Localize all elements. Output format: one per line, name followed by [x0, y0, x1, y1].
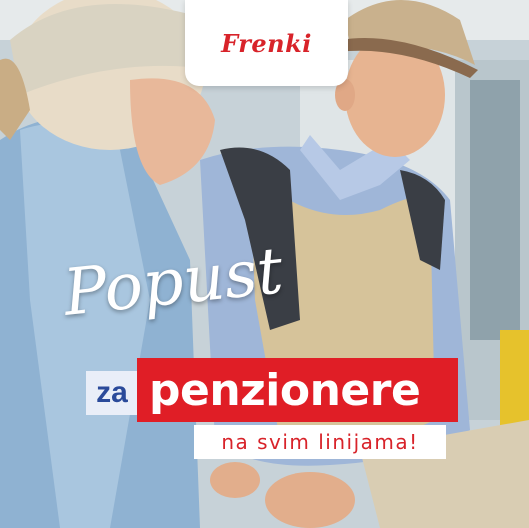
- brand-logo: Frenki: [221, 28, 312, 58]
- za-label-box: [86, 371, 138, 415]
- promo-subtitle: na svim linijama!: [221, 430, 419, 454]
- promo-title: penzionere: [149, 364, 421, 416]
- title-box: [137, 358, 458, 422]
- subtitle-box: [194, 425, 446, 459]
- promo-script-heading: Popust: [60, 234, 287, 331]
- za-label: za: [96, 376, 128, 409]
- brand-logo-card: [185, 0, 348, 86]
